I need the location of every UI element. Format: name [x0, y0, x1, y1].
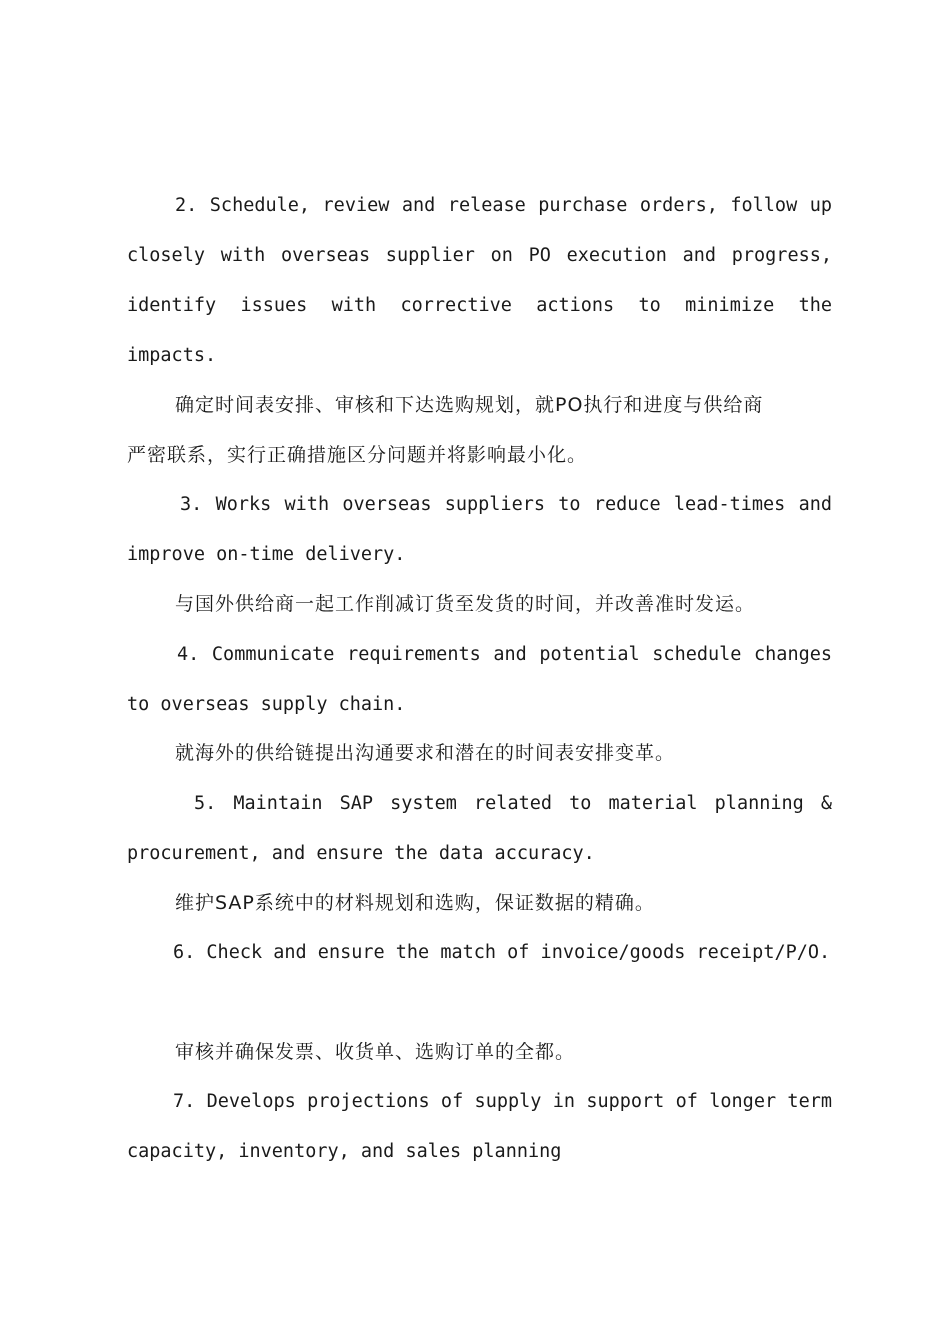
item-2-line-1 [175, 191, 832, 221]
item-3-line-2: improve on-time delivery. [127, 544, 406, 565]
item-5-text-1: Maintain SAP system related to material planning & [233, 793, 833, 814]
item-2-line-3: identify issues with corrective actions to minimize the [127, 295, 832, 316]
item-3-text-1: Works with overseas suppliers to reduce lead-times and [215, 494, 832, 515]
item-7-text-1: Develops projections of supply in support of longer term [206, 1091, 832, 1112]
item-2-zh-line-2: 严密联系，实行正确措施区分问题并将影响最小化。 [127, 444, 588, 466]
item-7-number: 7. [173, 1091, 196, 1112]
item-3-line-1 [180, 490, 832, 520]
item-4-line-2: to overseas supply chain. [127, 694, 406, 715]
item-4-text-1: Communicate requirements and potential schedule changes [211, 644, 832, 665]
item-6-line-1 [173, 938, 829, 968]
item-4-number: 4. [177, 644, 200, 665]
item-5-zh-line-1: 维护SAP系统中的材料规划和选购，保证数据的精确。 [175, 892, 655, 914]
item-5-line-2: procurement, and ensure the data accuracy. [127, 843, 595, 864]
item-7-line-2: capacity, inventory, and sales planning [127, 1141, 562, 1162]
item-2-line-2: closely with overseas supplier on PO execution and progress, [127, 245, 832, 266]
item-4-line-1 [177, 640, 832, 670]
item-6-number: 6. [173, 942, 196, 963]
item-5-number: 5. [194, 793, 217, 814]
item-5-line-1 [194, 789, 832, 819]
item-4-zh-line-1: 就海外的供给链提出沟通要求和潜在的时间表安排变革。 [175, 742, 676, 764]
item-6-text-1: Check and ensure the match of invoice/goods receipt/P/O. [206, 942, 831, 963]
item-2-number: 2. [175, 195, 198, 216]
item-6-zh-line-1: 审核并确保发票、收货单、选购订单的全都。 [175, 1041, 576, 1063]
item-2-line-4: impacts. [127, 345, 217, 366]
item-2-zh-line-1: 确定时间表安排、审核和下达选购规划，就PO执行和进度与供给商 [175, 394, 764, 416]
item-3-zh-line-1: 与国外供给商一起工作削减订货至发货的时间，并改善准时发运。 [175, 593, 756, 615]
item-2-text-1: Schedule, review and release purchase orders, follow up [209, 195, 832, 216]
item-7-line-1 [173, 1087, 832, 1117]
item-3-number: 3. [180, 494, 203, 515]
